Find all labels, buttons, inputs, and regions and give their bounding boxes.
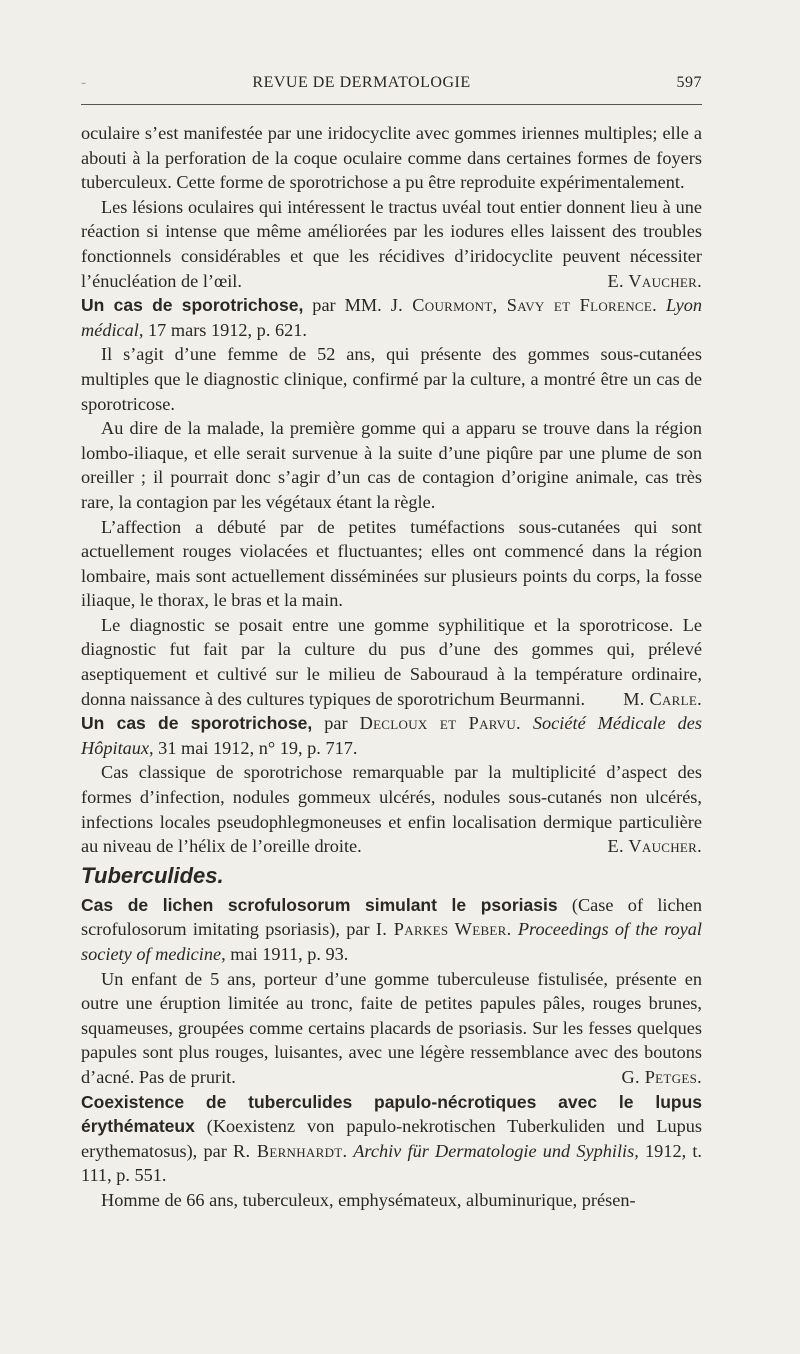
- paragraph-text: Les lésions oculaires qui intéressent le tractus uvéal tout entier donnent lieu à une réaction si intense que même améliorées par les iodures elles laissent des troubles fonctionnels considérables et que les récidives d’iridocyclite peuvent nécessiter l’énucléation de l’œil.: [81, 196, 702, 291]
- entry-date: 17 mars 1912, p. 621.: [143, 319, 307, 340]
- signature: E. Vaucher.: [607, 270, 702, 291]
- signature: E. Vaucher.: [607, 836, 702, 857]
- entry-authors: Decloux et Parvu.: [359, 713, 521, 734]
- entry-authors: J. Courmont, Savy et Florence.: [390, 295, 658, 316]
- paragraph-text: Le diagnostic se posait entre une gomme syphilitique et la sporotricose. Le diagnostic fut fait par la culture du pus d’une des gommes qui, prélevé aseptiquement et cultivé sur le milieu de Sabouraud à la température ordinaire, donna naissance à des cultures typiques de sporotrichum Beurmanni.: [81, 614, 702, 709]
- body-text: [81, 121, 702, 1213]
- paragraph: [81, 967, 702, 1090]
- section-title: Tuberculides.: [81, 862, 224, 888]
- entry-title: Cas de lichen scrofulosorum simulant le psoriasis: [81, 894, 558, 915]
- paragraph: Il s’agit d’une femme de 52 ans, qui présente des gommes sous-cutanées multiples que le diagnostic clinique, confirmé par la culture, a montré être un cas de sporotricose.: [81, 344, 702, 414]
- entry-authors: R. Bernhardt.: [232, 1140, 348, 1161]
- review-entry-header: [81, 1090, 702, 1188]
- entry-by: par MM.: [303, 295, 391, 316]
- entry-by: par: [312, 713, 360, 734]
- paragraph: [81, 195, 702, 293]
- journal-title: REVUE DE DERMATOLOGIE: [252, 74, 471, 91]
- entry-date: 1912, t. 111, p. 551.: [81, 1140, 702, 1186]
- entry-date: mai 1911, p. 93.: [225, 944, 349, 964]
- entry-title: Un cas de sporotrichose,: [81, 295, 304, 316]
- signature: M. Carle.: [623, 688, 702, 709]
- review-entry-header: [81, 711, 702, 760]
- running-header: [81, 74, 702, 100]
- page-number: 597: [676, 74, 702, 91]
- header-rule: [81, 104, 702, 105]
- header-mark: -: [81, 74, 87, 91]
- entry-journal: Lyon médical,: [81, 295, 703, 340]
- entry-journal: Archiv für Dermatologie und Syphilis,: [347, 1140, 639, 1161]
- entry-date: 31 mai 1912, n° 19, p. 717.: [153, 737, 358, 758]
- review-entry-header: [81, 293, 702, 342]
- paragraph: Au dire de la malade, la première gomme qui a apparu se trouve dans la région lombo-iliaque, et elle serait survenue à la suite d’une piqûre par une plume de son oreiller ; il pourrait donc s’agir d’un cas de contagion d’origine animale, cas très rare, la contagion par les végétaux étant la règle.: [81, 418, 702, 512]
- paragraph: oculaire s’est manifestée par une iridocyclite avec gommes iriennes multiples; elle a abouti à la perforation de la coque oculaire comme dans certaines formes de foyers tuberculeux. Cette forme de sporotrichose a pu être reproduite expérimentalement.: [81, 123, 702, 193]
- paragraph: L’affection a débuté par de petites tuméfactions sous-cutanées qui sont actuellement rouges violacées et fluctuantes; elles ont commencé dans la région lombaire, mais sont actuellement disséminées sur plusieurs points du corps, la fosse iliaque, le thorax, le bras et la main.: [81, 516, 702, 611]
- entry-authors: I. Parkes Weber.: [375, 919, 512, 940]
- paragraph: [81, 613, 702, 711]
- entry-title: Coexistence de tuberculides papulo-nécrotiques avec le lupus érythémateux: [81, 1091, 702, 1137]
- entry-rest: (Case of lichen scrofulosorum imitating psoriasis), par: [81, 894, 703, 940]
- signature: G. Petges.: [621, 1066, 702, 1087]
- paragraph: [81, 760, 702, 858]
- entry-title: Un cas de sporotrichose,: [81, 713, 313, 734]
- entry-journal: Société Médicale des Hôpitaux,: [81, 713, 703, 758]
- paragraph-text: Un enfant de 5 ans, porteur d’une gomme tuberculeuse fistulisée, présente en outre une éruption limitée au tronc, faite de petites papules pâles, rouges brunes, squameuses, groupées comme certains placards de psoriasis. Sur les fesses quelques papules sont plus rouges, luisantes, avec une légère ressemblance avec des boutons d’acné. Pas de prurit.: [81, 968, 702, 1087]
- paragraph: Homme de 66 ans, tuberculeux, emphysémateux, albuminurique, présen-: [101, 1189, 636, 1210]
- paragraph-text: Cas classique de sporotrichose remarquable par la multiplicité d’aspect des formes d’infection, nodules gommeux ulcérés, nodules sous-cutanés non ulcérés, infections locales pseudophlegmoneuses et enfin localisation dermique particulière au niveau de l’hélix de l’oreille droite.: [81, 762, 702, 857]
- review-entry-header: [81, 893, 702, 967]
- entry-rest: (Koexistenz von papulo-nekrotischen Tuberkuliden und Lupus erythematosus), par: [81, 1116, 702, 1161]
- entry-journal: Proceedings of the royal society of medicine,: [81, 919, 702, 964]
